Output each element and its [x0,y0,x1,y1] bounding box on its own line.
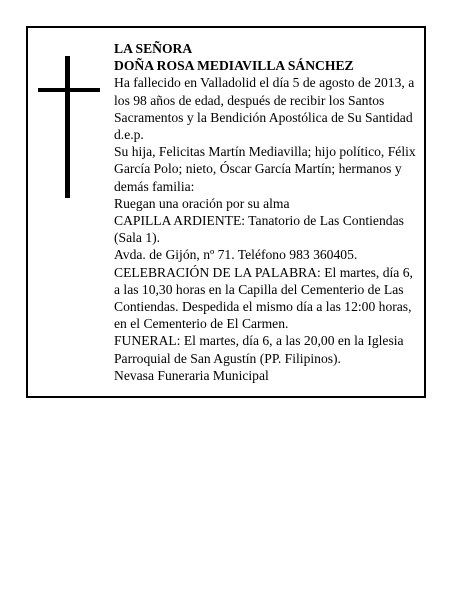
notice-prayer-request: Ruegan una oración por su alma [114,195,290,211]
notice-funeral-home: Nevasa Funeraria Municipal [114,367,269,383]
cross-icon [38,56,100,198]
notice-family: Su hija, Felicitas Martín Mediavilla; hijo político, Félix García Polo; nieto, Óscar García Martín; hermanos y demás familia: [114,144,416,194]
notice-title-line-1: LA SEÑORA [114,41,193,56]
obituary-notice [26,26,426,398]
notice-celebration: CELEBRACIÓN DE LA PALABRA: El martes, día 6, a las 10,30 horas en la Capilla del Cementerio de Las Contiendas. Despedida el mismo día a las 12:00 horas, en el Cementerio de El Carmen. [114,264,413,332]
notice-content [114,40,422,384]
cross-vertical-bar [65,56,70,198]
notice-chapel: CAPILLA ARDIENTE: Tanatorio de Las Contiendas (Sala 1). [114,213,404,246]
cross-horizontal-bar [38,88,100,92]
notice-deceased-name: DOÑA ROSA MEDIAVILLA SÁNCHEZ [114,58,354,74]
notice-address: Avda. de Gijón, nº 71. Teléfono 983 360405. [114,247,358,263]
notice-death-announcement: Ha fallecido en Valladolid el día 5 de agosto de 2013, a los 98 años de edad, después de recibir los Santos Sacramentos y la Bendición Apostólica de Su Santidad d.e.p. [114,75,415,143]
notice-funeral: FUNERAL: El martes, día 6, a las 20,00 en la Iglesia Parroquial de San Agustín (PP. Filipinos). [114,333,404,366]
